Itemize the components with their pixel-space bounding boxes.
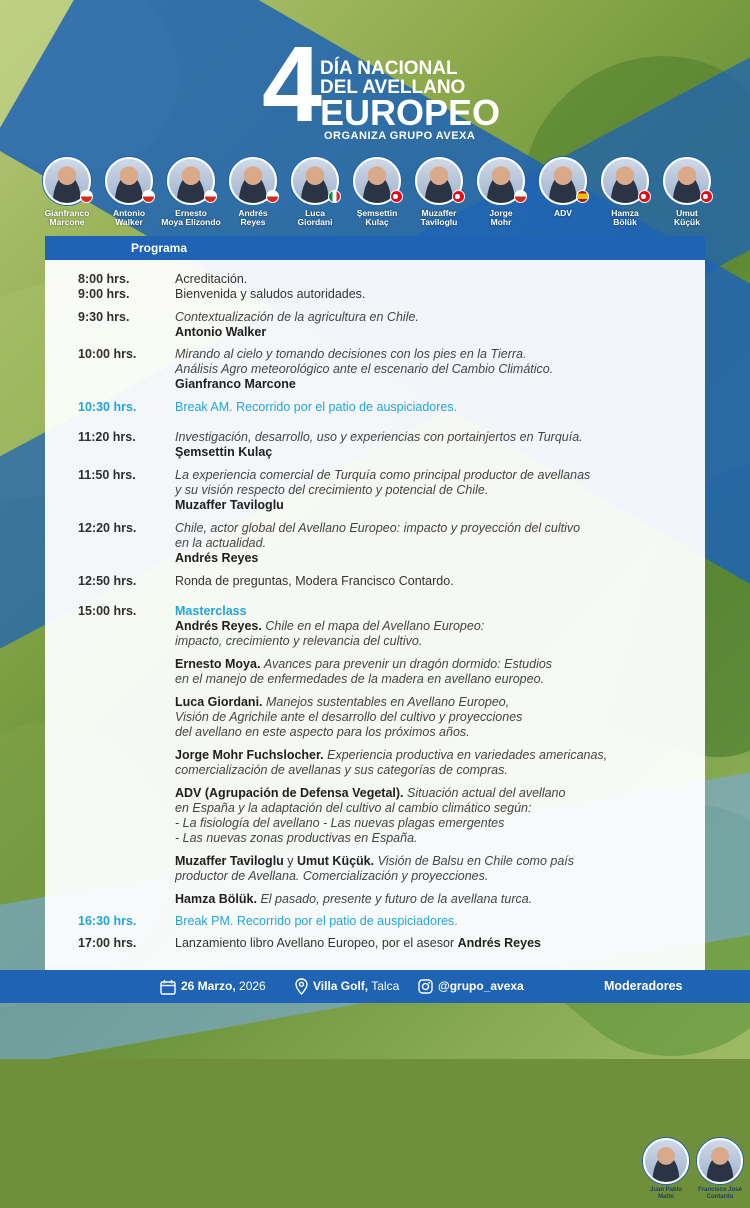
flag-spain-icon — [576, 190, 589, 203]
masterclass-topic: Visión de Balsu en Chile como país — [377, 854, 575, 868]
speaker-strip — [36, 157, 716, 232]
moderator-card — [641, 1138, 691, 1201]
masterclass-speaker: Muzaffer Taviloglu — [175, 854, 284, 868]
masterclass-speaker: Hamza Bölük. — [175, 892, 257, 906]
speaker-name-line: Marcone — [49, 217, 85, 227]
flag-turkey-icon — [452, 190, 465, 203]
schedule-time: 12:50 hrs. — [78, 574, 137, 588]
schedule-time: 9:00 hrs. — [78, 287, 130, 301]
speaker-name-line: Muzaffer — [421, 208, 457, 218]
masterclass-line — [175, 854, 675, 869]
speaker-photo — [229, 157, 277, 205]
location-pin-icon — [295, 978, 308, 995]
speaker-card — [470, 157, 532, 227]
masterclass-line — [175, 786, 675, 801]
speaker-card — [346, 157, 408, 227]
masterclass-description — [175, 695, 675, 740]
schedule-line: y su visión respecto del crecimiento y potencial de Chile. — [175, 483, 489, 497]
speaker-photo — [353, 157, 401, 205]
schedule-line: Análisis Agro meteorológico ante el escenario del Cambio Climático. — [175, 362, 554, 376]
masterclass-line — [175, 672, 675, 687]
schedule-description — [175, 272, 675, 287]
masterclass-description — [175, 619, 675, 649]
schedule-description — [175, 521, 675, 566]
schedule-description — [175, 287, 675, 302]
date-year: 2026 — [235, 979, 266, 993]
schedule-description — [175, 936, 675, 951]
masterclass-line — [175, 892, 675, 907]
moderator-photo — [643, 1138, 689, 1184]
schedule-line: Contextualización de la agricultura en Chile. — [175, 310, 419, 324]
moderators-label: Moderadores — [604, 979, 683, 993]
flag-chile-icon — [80, 190, 93, 203]
speaker-name-line: Bölük — [613, 217, 637, 227]
masterclass-line — [175, 695, 675, 710]
program-title: Programa — [45, 236, 705, 260]
speaker-name-line: Reyes — [240, 217, 266, 227]
schedule-description — [175, 604, 675, 619]
masterclass-line — [175, 748, 675, 763]
schedule-line: Break AM. Recorrido por el patio de auspiciadores. — [175, 400, 458, 414]
speaker-name-line: Moya Elizondo — [161, 217, 221, 227]
speaker-name-line: Gianfranco — [44, 208, 90, 218]
moderator-name-line: Juan Pablo — [649, 1187, 682, 1193]
flag-chile-icon — [266, 190, 279, 203]
masterclass-line — [175, 634, 675, 649]
masterclass-description — [175, 892, 675, 907]
moderator-name — [695, 1187, 745, 1201]
event-place — [295, 978, 399, 995]
speaker-photo — [663, 157, 711, 205]
schedule-line: Ronda de preguntas, Modera Francisco Contardo. — [175, 574, 454, 588]
speaker-name-line: Antonio — [112, 208, 146, 218]
speaker-name — [408, 209, 470, 227]
speaker-card — [98, 157, 160, 227]
masterclass-topic: del avellano en este aspecto para los próximos años. — [175, 725, 470, 739]
speaker-name — [98, 209, 160, 227]
speaker-credit: Andrés Reyes — [175, 551, 259, 565]
masterclass-topic: Chile en el mapa del Avellano Europeo: — [265, 619, 485, 633]
schedule-line: Masterclass — [175, 604, 247, 618]
masterclass-speaker: Jorge Mohr Fuchslocher. — [175, 748, 324, 762]
moderator-name-line: Matte — [658, 1194, 674, 1200]
speaker-name — [160, 209, 222, 227]
masterclass-line — [175, 801, 675, 816]
flag-chile-icon — [142, 190, 155, 203]
speaker-credit: Muzaffer Taviloglu — [175, 498, 284, 512]
schedule-description — [175, 400, 675, 415]
masterclass-line — [175, 657, 675, 672]
schedule-description — [175, 574, 675, 589]
speaker-name-line: Küçük — [674, 217, 700, 227]
instagram-icon — [418, 979, 433, 994]
masterclass-description — [175, 786, 675, 846]
schedule-time: 17:00 hrs. — [78, 936, 137, 950]
speaker-photo — [539, 157, 587, 205]
date-bold: 26 Marzo, — [181, 979, 236, 993]
speaker-credit: Andrés Reyes — [457, 936, 541, 950]
speaker-photo — [415, 157, 463, 205]
schedule-line: Acreditación. — [175, 272, 248, 286]
speaker-photo — [477, 157, 525, 205]
masterclass-line — [175, 619, 675, 634]
flag-chile-icon — [204, 190, 217, 203]
title-line-2: DEL AVELLANO — [320, 77, 466, 98]
masterclass-topic: Experiencia productiva en variedades americanas, — [327, 748, 608, 762]
masterclass-topic: productor de Avellana. Comercialización y proyecciones. — [175, 869, 489, 883]
schedule-line: La experiencia comercial de Turquía como principal productor de avellanas — [175, 468, 591, 482]
masterclass-topic: Situación actual del avellano — [407, 786, 566, 800]
speaker-card — [656, 157, 718, 227]
edition-number: 4 — [262, 23, 321, 144]
moderator-name-line: Contardo — [706, 1194, 734, 1200]
social-handle[interactable] — [418, 978, 524, 995]
moderator-name-line: Francisco José — [698, 1187, 742, 1193]
schedule-line: Bienvenida y saludos autoridades. — [175, 287, 366, 301]
masterclass-topic: en el manejo de enfermedades de la madera en avellano europeo. — [175, 672, 545, 686]
speaker-photo — [43, 157, 91, 205]
moderator-name — [641, 1187, 691, 1201]
schedule-time: 11:20 hrs. — [78, 430, 136, 444]
moderators — [641, 1138, 745, 1208]
speaker-name — [594, 209, 656, 227]
masterclass-topic: comercialización de avellanas y sus categorías de compras. — [175, 763, 508, 777]
place-bold: Villa Golf, — [313, 979, 369, 993]
speaker-card — [594, 157, 656, 227]
calendar-icon — [160, 979, 176, 995]
speaker-name-line: Andrés — [238, 208, 268, 218]
speaker-card — [284, 157, 346, 227]
schedule-time: 11:50 hrs. — [78, 468, 136, 482]
schedule-description — [175, 468, 675, 513]
schedule-description — [175, 914, 675, 929]
schedule-description — [175, 430, 675, 460]
speaker-name — [346, 209, 408, 227]
speaker-name-line: ADV — [554, 208, 572, 218]
masterclass-line — [175, 763, 675, 778]
moderator-card — [695, 1138, 745, 1201]
masterclass-description — [175, 657, 675, 687]
speaker-name-line: Luca — [305, 208, 325, 218]
masterclass-line — [175, 710, 675, 725]
event-date — [160, 978, 266, 995]
organizer: ORGANIZA GRUPO AVEXA — [324, 130, 476, 142]
schedule-line: Mirando al cielo y tomando decisiones con los pies en la Tierra. — [175, 347, 527, 361]
speaker-name — [532, 209, 594, 218]
speaker-photo — [167, 157, 215, 205]
masterclass-speaker: Andrés Reyes. — [175, 619, 262, 633]
place-city: Talca — [368, 979, 400, 993]
speaker-name-line: Giordani — [297, 217, 333, 227]
masterclass-description — [175, 748, 675, 778]
schedule-time: 10:30 hrs. — [78, 400, 137, 414]
masterclass-speaker: Luca Giordani. — [175, 695, 263, 709]
masterclass-line — [175, 831, 675, 846]
schedule-line: Investigación, desarrollo, uso y experiencias con portainjertos en Turquía. — [175, 430, 583, 444]
flag-chile-icon — [514, 190, 527, 203]
flag-italy-icon — [328, 190, 341, 203]
masterclass-speaker: Ernesto Moya. — [175, 657, 261, 671]
event-header — [0, 0, 750, 150]
speaker-name-line: Kulaç — [365, 217, 389, 227]
flag-turkey-icon — [700, 190, 713, 203]
speaker-name-line: Ernesto — [175, 208, 207, 218]
social-text: @grupo_avexa — [438, 979, 524, 993]
schedule-time: 16:30 hrs. — [78, 914, 137, 928]
speaker-name-line: Mohr — [490, 217, 512, 227]
name-joiner: y — [283, 854, 298, 868]
schedule-time: 15:00 hrs. — [78, 604, 137, 618]
speaker-photo — [105, 157, 153, 205]
schedule-time: 9:30 hrs. — [78, 310, 130, 324]
masterclass-topic: en España y la adaptación del cultivo al cambio climático según: — [175, 801, 532, 815]
masterclass-speaker: ADV (Agrupación de Defensa Vegetal). — [175, 786, 404, 800]
schedule-description — [175, 347, 675, 392]
speaker-name — [222, 209, 284, 227]
speaker-credit: Şemsettin Kulaç — [175, 445, 273, 459]
masterclass-topic: - Las nuevas zonas productivas en España. — [175, 831, 418, 845]
masterclass-description — [175, 854, 675, 884]
masterclass-speaker: Umut Küçük. — [297, 854, 375, 868]
speaker-card — [408, 157, 470, 227]
masterclass-topic: El pasado, presente y futuro de la avellana turca. — [260, 892, 533, 906]
speaker-name — [36, 209, 98, 227]
speaker-name-line: Şemsettin — [356, 208, 398, 218]
masterclass-topic: impacto, crecimiento y relevancia del cultivo. — [175, 634, 423, 648]
schedule-line: Lanzamiento libro Avellano Europeo, por el asesor — [175, 936, 458, 950]
speaker-name — [656, 209, 718, 227]
speaker-name — [470, 209, 532, 227]
speaker-card — [36, 157, 98, 227]
title-line-3: EUROPEO — [320, 92, 501, 133]
moderator-photo — [697, 1138, 743, 1184]
speaker-card — [222, 157, 284, 227]
schedule-line: en la actualidad. — [175, 536, 267, 550]
footer-bar — [0, 970, 750, 1003]
speaker-card — [160, 157, 222, 227]
speaker-name — [284, 209, 346, 227]
title-line-1: DÍA NACIONAL — [320, 58, 458, 79]
masterclass-line — [175, 725, 675, 740]
speaker-name-line: Hamza — [611, 208, 639, 218]
schedule-line: Break PM. Recorrido por el patio de auspiciadores. — [175, 914, 458, 928]
speaker-photo — [291, 157, 339, 205]
speaker-name-line: Walker — [115, 217, 143, 227]
schedule-line: Chile, actor global del Avellano Europeo: impacto y proyección del cultivo — [175, 521, 581, 535]
schedule-time: 12:20 hrs. — [78, 521, 137, 535]
speaker-name-line: Taviloglu — [420, 217, 458, 227]
schedule-time: 10:00 hrs. — [78, 347, 137, 361]
masterclass-topic: - La fisiología del avellano - Las nuevas plagas emergentes — [175, 816, 505, 830]
flag-turkey-icon — [390, 190, 403, 203]
masterclass-line — [175, 816, 675, 831]
masterclass-topic: Avances para prevenir un dragón dormido: Estudios — [263, 657, 553, 671]
speaker-credit: Antonio Walker — [175, 325, 267, 339]
speaker-name-line: Jorge — [489, 208, 513, 218]
speaker-credit: Gianfranco Marcone — [175, 377, 296, 391]
speaker-photo — [601, 157, 649, 205]
schedule-time: 8:00 hrs. — [78, 272, 130, 286]
schedule-description — [175, 310, 675, 340]
masterclass-topic: Manejos sustentables en Avellano Europeo, — [266, 695, 510, 709]
speaker-card — [532, 157, 594, 218]
flag-turkey-icon — [638, 190, 651, 203]
speaker-name-line: Umut — [676, 208, 698, 218]
masterclass-topic: Visión de Agrichile ante el desarrollo del cultivo y proyecciones — [175, 710, 523, 724]
masterclass-line — [175, 869, 675, 884]
